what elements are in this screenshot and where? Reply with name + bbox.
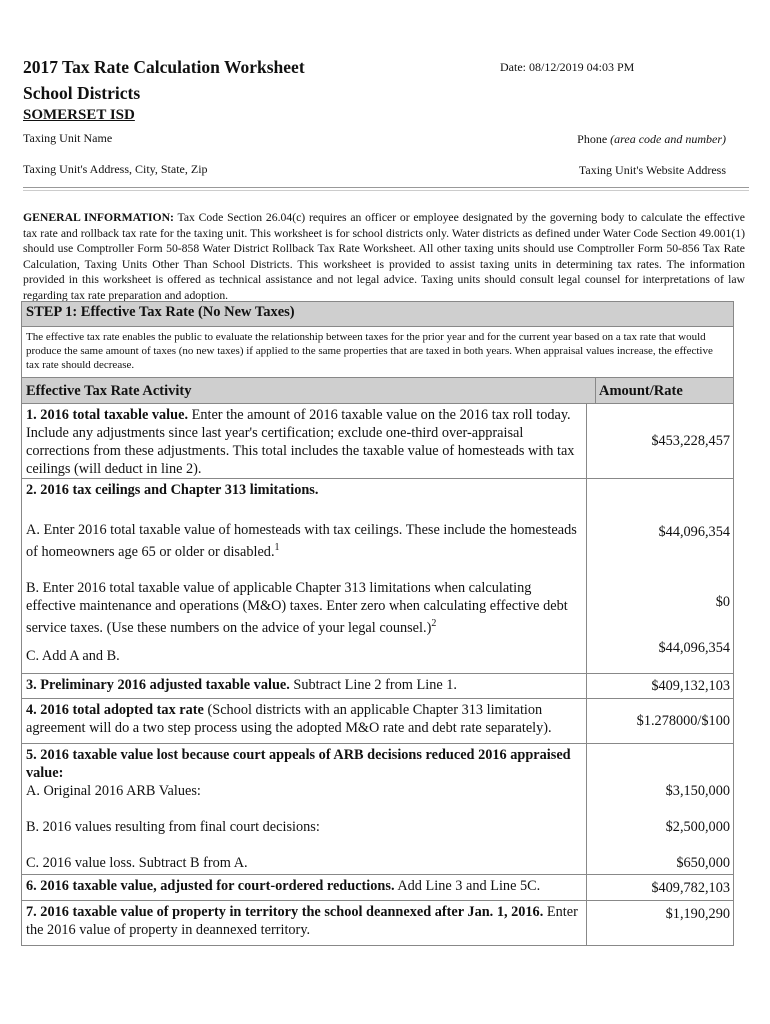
line-5-desc [22, 744, 587, 874]
table-header [22, 378, 733, 404]
line-3-title: 3. Preliminary 2016 adjusted taxable value. [26, 677, 290, 693]
worksheet-date: Date: 08/12/2019 04:03 PM [500, 60, 635, 74]
line-6-value [587, 875, 733, 900]
line-5c-text: C. 2016 value loss. Subtract B from A. [26, 855, 248, 871]
taxing-unit-name: SOMERSET ISD [23, 107, 135, 123]
general-information-label: GENERAL INFORMATION: [23, 211, 174, 224]
line-6-desc [22, 875, 587, 900]
general-information [23, 210, 745, 303]
step1-intro: The effective tax rate enables the public to evaluate the relationship between taxes for the prior year and for the current year based on a tax rate that would produce the same amount of taxes (no new taxes) if applied to the same properties that are taxed in both years. When appraisal values increase, the effective tax rate should decrease. [22, 327, 733, 378]
header-divider-light [23, 190, 749, 191]
line-1-text: Enter the amount of 2016 taxable value on the 2016 tax roll today. Include any adjustments since last year's certification; exclude one-third over-appraisal corrections from these adjustments. This total includes the taxable value of homesteads with tax ceilings (will deduct in line 2). [26, 407, 575, 477]
line-2a-desc [26, 521, 582, 579]
line-3-desc [22, 674, 587, 698]
line-5a-text: A. Original 2016 ARB Values: [26, 783, 201, 799]
line-2c-desc [26, 647, 582, 665]
line-1-title: 1. 2016 total taxable value. [26, 407, 189, 423]
line-6-amount: $409,782,103 [651, 879, 730, 896]
line-2-row [22, 479, 733, 674]
website-label: Taxing Unit's Website Address [578, 163, 726, 177]
line-4-row [22, 699, 733, 744]
line-5-values [587, 744, 733, 874]
line-2-title: 2. 2016 tax ceilings and Chapter 313 limitations. [26, 482, 319, 498]
line-1-desc [22, 404, 587, 478]
line-4-title: 4. 2016 total adopted tax rate [26, 702, 204, 718]
col-activity-header: Effective Tax Rate Activity [22, 378, 596, 403]
line-4-desc [22, 699, 587, 743]
line-5b-text: B. 2016 values resulting from final court decisions: [26, 819, 320, 835]
address-label: Taxing Unit's Address, City, State, Zip [23, 162, 208, 176]
line-4-text: (School districts with an applicable Chapter 313 limitation agreement will do a two step process using the adopted M&O rate and debt rate separately). [26, 702, 552, 736]
worksheet-title: 2017 Tax Rate Calculation Worksheet [23, 57, 305, 77]
line-3-amount: $409,132,103 [651, 678, 730, 694]
line-3-row [22, 674, 733, 699]
step1-title: STEP 1: Effective Tax Rate (No New Taxes) [22, 302, 733, 327]
line-1-row [22, 404, 733, 479]
line-5c-amount: $650,000 [676, 855, 730, 871]
line-7-row [22, 901, 733, 945]
line-7-desc [22, 901, 587, 945]
general-information-text: Tax Code Section 26.04(c) requires an officer or employee designated by the governing body to calculate the effective tax rate and rollback tax rate for the taxing unit. This worksheet is for school districts only. Water districts as defined under Water Code Section 49.001(1) should use Comptroller Form 50-858 Water District Rollback Tax Rate Worksheet. All other taxing units should use Comptroller Form 50-856 Tax Rate Calculation, Taxing Units Other Than School Districts. This worksheet is provided to assist taxing units in determining tax rates. The information provided in this worksheet is offered as technical assistance and not legal advice. Taxing units should consult legal counsel for interpretations of law regarding tax rate preparation and adoption. [23, 211, 745, 302]
line-2-desc [22, 479, 587, 673]
line-5a-amount: $3,150,000 [665, 783, 730, 799]
line-6-title: 6. 2016 taxable value, adjusted for court-ordered reductions. [26, 878, 395, 894]
step1-table [21, 301, 734, 946]
header-divider [23, 187, 749, 188]
line-3-value [587, 674, 733, 698]
line-6-row [22, 875, 733, 901]
line-1-amount: $453,228,457 [651, 433, 730, 449]
line-2-values [587, 479, 733, 673]
line-2b-text: B. Enter 2016 total taxable value of applicable Chapter 313 limitations when calculating effective maintenance and operations (M&O) taxes. Enter zero when calculating effective debt service taxes. (Use these numbers on the advice of your legal counsel.) [26, 580, 568, 636]
line-6-text: Add Line 3 and Line 5C. [394, 878, 541, 894]
phone-label [577, 132, 726, 147]
line-4-amount: $1.278000/$100 [636, 713, 730, 729]
line-5-row [22, 744, 733, 875]
line-5b-amount: $2,500,000 [665, 819, 730, 835]
line-2c-amount: $44,096,354 [658, 640, 730, 656]
line-2a-amount: $44,096,354 [658, 524, 730, 540]
taxing-unit-name-label: Taxing Unit Name [23, 131, 113, 145]
line-2c-text: C. Add A and B. [26, 648, 120, 664]
line-5-title: 5. 2016 taxable value lost because court appeals of ARB decisions reduced 2016 appraised value: [26, 747, 571, 781]
line-3-text: Subtract Line 2 from Line 1. [289, 677, 457, 693]
line-7-value [587, 901, 733, 945]
line-2b-desc [26, 579, 582, 647]
line-7-text: Enter the 2016 value of property in deannexed territory. [26, 904, 578, 938]
line-1-value [587, 404, 733, 478]
phone-hint: (area code and number) [610, 132, 726, 146]
line-7-amount: $1,190,290 [665, 906, 730, 922]
line-2a-text: A. Enter 2016 total taxable value of homesteads with tax ceilings. These include the homesteads of homeowners age 65 or older or disabled. [26, 522, 577, 560]
line-4-value [587, 699, 733, 743]
col-amount-header: Amount/Rate [599, 383, 683, 399]
line-2b-amount: $0 [715, 594, 730, 610]
worksheet-subtitle: School Districts [23, 83, 141, 103]
phone-label-text: Phone [577, 132, 608, 146]
line-2a-footnote: 1 [274, 542, 280, 553]
line-7-title: 7. 2016 taxable value of property in territory the school deannexed after Jan. 1, 2016. [26, 904, 544, 920]
line-2b-footnote: 2 [431, 618, 437, 629]
